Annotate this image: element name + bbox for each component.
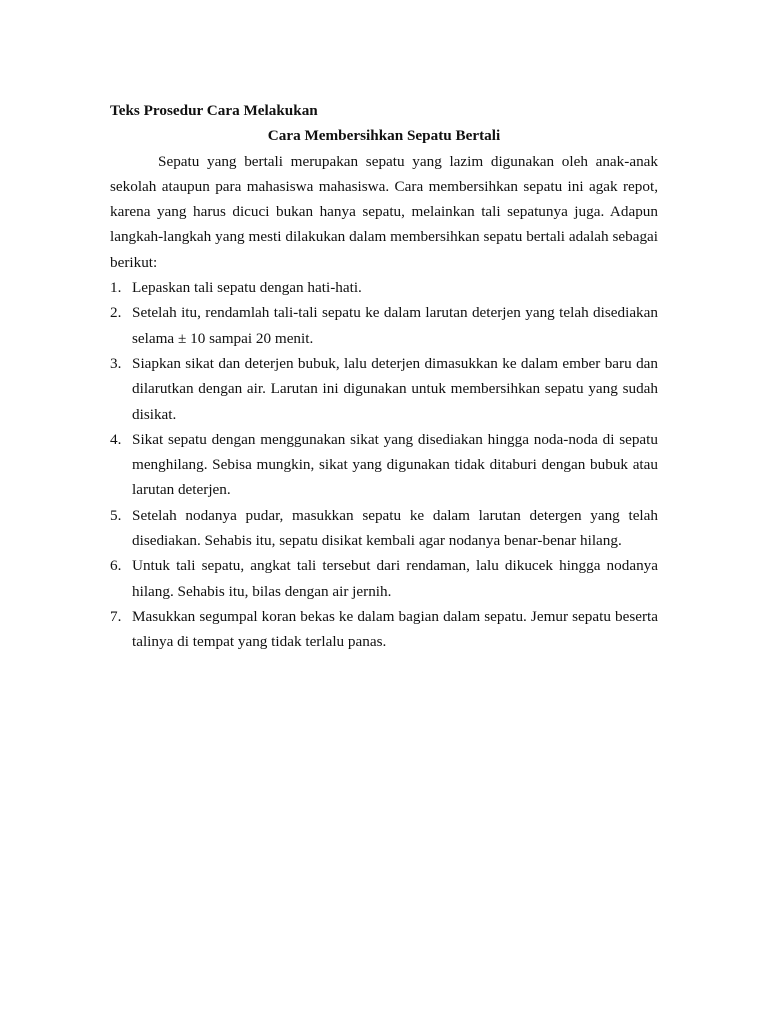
step-item <box>110 300 658 351</box>
steps-list <box>110 275 658 654</box>
step-number: 6. <box>110 557 122 575</box>
document-page <box>110 98 658 655</box>
step-item <box>110 604 658 655</box>
step-text: Sikat sepatu dengan menggunakan sikat yang disediakan hingga noda-noda di sepatu menghilang. Sebisa mungkin, sikat yang digunakan tidak ditaburi dengan bubuk atau larutan deterjen. <box>132 430 658 499</box>
step-number: 2. <box>110 304 122 322</box>
step-item <box>110 553 658 604</box>
step-item <box>110 351 658 427</box>
step-number: 5. <box>110 506 122 524</box>
step-text: Untuk tali sepatu, angkat tali tersebut dari rendaman, lalu dikucek hingga nodanya hilang. Sehabis itu, bilas dengan air jernih. <box>132 557 658 600</box>
step-text: Lepaskan tali sepatu dengan hati-hati. <box>132 279 362 297</box>
step-text: Siapkan sikat dan deterjen bubuk, lalu deterjen dimasukkan ke dalam ember baru dan dilarutkan dengan air. Larutan ini digunakan untuk membersihkan sepatu yang sudah disikat. <box>132 354 658 423</box>
step-text: Masukkan segumpal koran bekas ke dalam bagian dalam sepatu. Jemur sepatu beserta talinya di tempat yang tidak terlalu panas. <box>132 607 658 651</box>
intro-paragraph: Sepatu yang bertali merupakan sepatu yang lazim digunakan oleh anak-anak sekolah ataupun para mahasiswa mahasiswa. Cara membersihkan sepatu ini agak repot, karena yang harus dicuci bukan hanya sepatu, melainkan tali sepatunya juga. Adapun langkah-langkah yang mesti dilakukan dalam membersihkan sepatu bertali adalah sebagai berikut: <box>110 152 658 271</box>
step-item <box>110 503 658 554</box>
document-title: Cara Membersihkan Sepatu Bertali <box>267 127 501 145</box>
step-number: 4. <box>110 430 122 448</box>
step-number: 1. <box>110 279 122 297</box>
step-text: Setelah nodanya pudar, masukkan sepatu ke dalam larutan detergen yang telah disediakan. Sehabis itu, sepatu disikat kembali agar nodanya benar-benar hilang. <box>132 506 658 550</box>
step-item <box>110 427 658 503</box>
step-text: Setelah itu, rendamlah tali-tali sepatu ke dalam larutan deterjen yang telah disediakan selama ± 10 sampai 20 menit. <box>132 304 658 347</box>
step-item <box>110 275 658 300</box>
step-number: 7. <box>110 607 122 625</box>
document-heading: Teks Prosedur Cara Melakukan <box>110 102 318 119</box>
step-number: 3. <box>110 354 122 372</box>
